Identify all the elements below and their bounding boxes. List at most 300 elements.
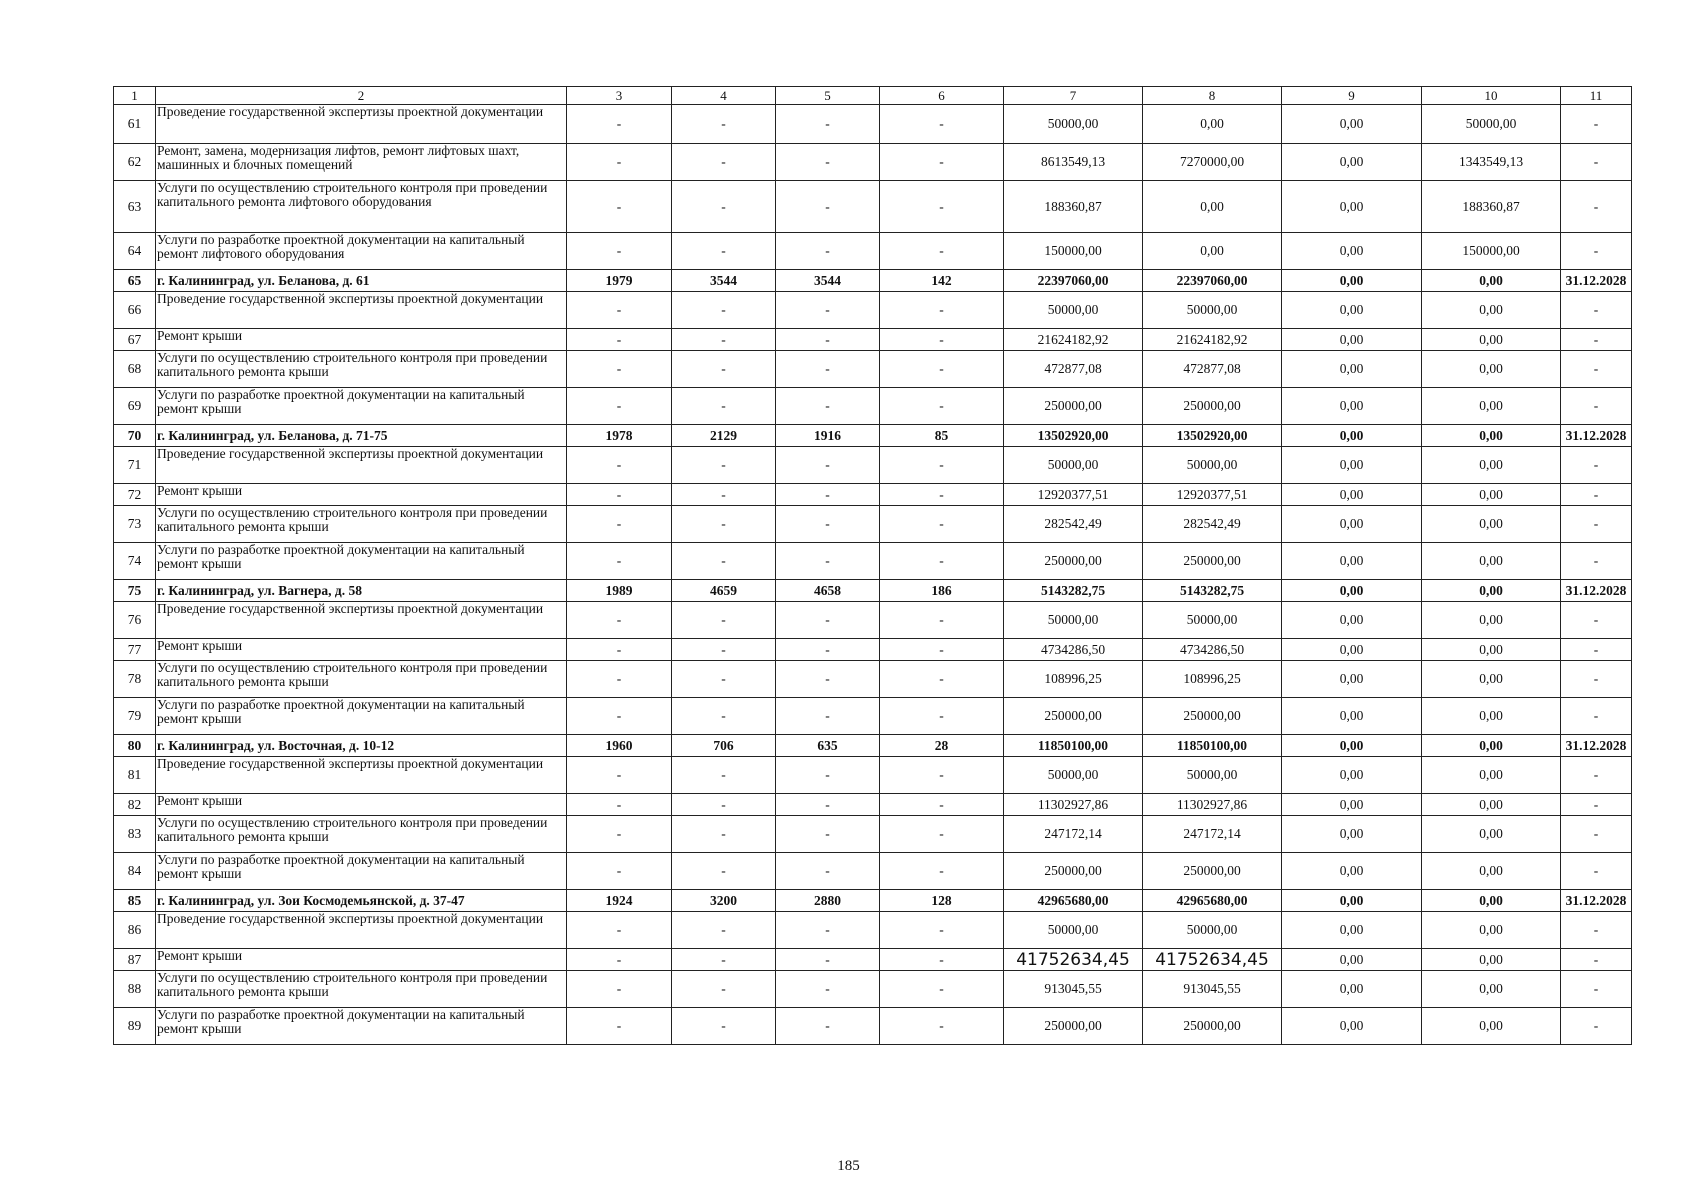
work-name-cell: Услуги по осуществлению строительного контроля при проведении капитального ремонта лифтового оборудования (156, 181, 567, 233)
deadline-cell: - (1561, 543, 1632, 580)
work-name-cell: Ремонт крыши (156, 794, 567, 816)
work-name-cell: Услуги по разработке проектной документации на капитальный ремонт лифтового оборудования (156, 233, 567, 270)
deadline-cell: - (1561, 639, 1632, 661)
value-cell: 12920377,51 (1143, 484, 1282, 506)
value-cell: - (880, 105, 1004, 144)
value-cell: 0,00 (1282, 425, 1422, 447)
value-cell: 0,00 (1422, 735, 1561, 757)
deadline-cell: - (1561, 388, 1632, 425)
deadline-cell: - (1561, 181, 1632, 233)
value-cell: - (880, 816, 1004, 853)
row-number-cell: 87 (114, 949, 156, 971)
row-number-cell: 71 (114, 447, 156, 484)
row-number-cell: 67 (114, 329, 156, 351)
value-cell: - (776, 181, 880, 233)
value-cell: - (567, 912, 672, 949)
value-cell: - (880, 447, 1004, 484)
value-cell: 0,00 (1282, 853, 1422, 890)
value-cell: 250000,00 (1143, 388, 1282, 425)
value-cell: 4658 (776, 580, 880, 602)
value-cell: - (567, 853, 672, 890)
value-cell: 108996,25 (1143, 661, 1282, 698)
value-cell: 0,00 (1282, 794, 1422, 816)
value-cell: - (880, 949, 1004, 971)
value-cell: 50000,00 (1004, 292, 1143, 329)
value-cell: - (567, 757, 672, 794)
value-cell: - (567, 506, 672, 543)
column-number-row (114, 87, 1632, 105)
work-item-row (114, 698, 1632, 735)
value-cell: 282542,49 (1143, 506, 1282, 543)
value-cell: 13502920,00 (1004, 425, 1143, 447)
value-cell: 0,00 (1422, 971, 1561, 1008)
column-number-cell: 7 (1004, 87, 1143, 105)
value-cell: - (567, 388, 672, 425)
column-number-cell: 11 (1561, 87, 1632, 105)
value-cell: 0,00 (1422, 912, 1561, 949)
value-cell: - (672, 447, 776, 484)
value-cell: 150000,00 (1422, 233, 1561, 270)
value-cell: - (567, 661, 672, 698)
value-cell: - (567, 602, 672, 639)
value-cell: - (880, 1008, 1004, 1045)
value-cell: 50000,00 (1004, 105, 1143, 144)
value-cell: 1978 (567, 425, 672, 447)
value-cell: 250000,00 (1143, 1008, 1282, 1045)
row-number-cell: 68 (114, 351, 156, 388)
value-cell: - (880, 388, 1004, 425)
deadline-cell: - (1561, 329, 1632, 351)
value-cell: 250000,00 (1143, 698, 1282, 735)
value-cell: 0,00 (1282, 698, 1422, 735)
value-cell: 0,00 (1422, 270, 1561, 292)
value-cell: - (880, 698, 1004, 735)
deadline-cell: - (1561, 949, 1632, 971)
value-cell: - (880, 757, 1004, 794)
value-cell: 0,00 (1282, 484, 1422, 506)
value-cell: - (880, 181, 1004, 233)
value-cell: - (776, 912, 880, 949)
value-cell: 0,00 (1422, 580, 1561, 602)
value-cell: 188360,87 (1422, 181, 1561, 233)
value-cell: 0,00 (1282, 890, 1422, 912)
value-cell: 250000,00 (1143, 853, 1282, 890)
deadline-cell: 31.12.2028 (1561, 735, 1632, 757)
value-cell: 0,00 (1422, 292, 1561, 329)
value-cell: 3544 (776, 270, 880, 292)
work-item-row (114, 144, 1632, 181)
value-cell: - (567, 816, 672, 853)
value-cell: - (567, 1008, 672, 1045)
value-cell: - (776, 105, 880, 144)
work-item-row (114, 794, 1632, 816)
value-cell: - (880, 484, 1004, 506)
value-cell: 0,00 (1422, 794, 1561, 816)
value-cell: - (672, 292, 776, 329)
value-cell: - (880, 639, 1004, 661)
value-cell: 50000,00 (1004, 447, 1143, 484)
capital-repair-table (113, 86, 1632, 1045)
value-cell: - (880, 506, 1004, 543)
value-cell: - (880, 292, 1004, 329)
row-number-cell: 86 (114, 912, 156, 949)
value-cell: - (672, 602, 776, 639)
work-item-row (114, 971, 1632, 1008)
deadline-cell: - (1561, 661, 1632, 698)
value-cell: 22397060,00 (1004, 270, 1143, 292)
value-cell: - (776, 447, 880, 484)
value-cell: 0,00 (1422, 602, 1561, 639)
work-name-cell: Ремонт крыши (156, 329, 567, 351)
work-name-cell: Ремонт, замена, модернизация лифтов, ремонт лифтовых шахт, машинных и блочных помещений (156, 144, 567, 181)
value-cell: 50000,00 (1004, 602, 1143, 639)
value-cell: - (672, 639, 776, 661)
row-number-cell: 74 (114, 543, 156, 580)
row-number-cell: 63 (114, 181, 156, 233)
value-cell: 11302927,86 (1143, 794, 1282, 816)
value-cell: 108996,25 (1004, 661, 1143, 698)
column-number-cell: 8 (1143, 87, 1282, 105)
value-cell: 1960 (567, 735, 672, 757)
column-number-cell: 10 (1422, 87, 1561, 105)
value-cell: 250000,00 (1004, 853, 1143, 890)
value-cell: 28 (880, 735, 1004, 757)
value-cell: 50000,00 (1143, 912, 1282, 949)
value-cell: 0,00 (1282, 105, 1422, 144)
value-cell: 0,00 (1282, 270, 1422, 292)
value-cell: - (880, 233, 1004, 270)
work-item-row (114, 1008, 1632, 1045)
deadline-cell: - (1561, 698, 1632, 735)
value-cell: 0,00 (1422, 816, 1561, 853)
value-cell: - (672, 949, 776, 971)
row-number-cell: 82 (114, 794, 156, 816)
value-cell: - (672, 1008, 776, 1045)
value-cell: - (776, 698, 880, 735)
work-item-row (114, 329, 1632, 351)
work-item-row (114, 639, 1632, 661)
value-cell: - (776, 757, 880, 794)
work-name-cell: Проведение государственной экспертизы проектной документации (156, 447, 567, 484)
value-cell: 21624182,92 (1004, 329, 1143, 351)
value-cell: - (567, 233, 672, 270)
value-cell: 0,00 (1422, 639, 1561, 661)
value-cell: 0,00 (1282, 580, 1422, 602)
value-cell: 247172,14 (1004, 816, 1143, 853)
value-cell: - (567, 105, 672, 144)
value-cell: 0,00 (1282, 1008, 1422, 1045)
work-name-cell: Ремонт крыши (156, 639, 567, 661)
address-row (114, 270, 1632, 292)
value-cell: 0,00 (1282, 816, 1422, 853)
deadline-cell: 31.12.2028 (1561, 425, 1632, 447)
value-cell: - (567, 351, 672, 388)
work-name-cell: Услуги по разработке проектной документации на капитальный ремонт крыши (156, 388, 567, 425)
value-cell: - (776, 329, 880, 351)
value-cell: - (672, 912, 776, 949)
value-cell: - (567, 971, 672, 1008)
work-item-row (114, 661, 1632, 698)
value-cell: 50000,00 (1143, 757, 1282, 794)
value-cell: 5143282,75 (1004, 580, 1143, 602)
value-cell: - (776, 816, 880, 853)
value-cell: 0,00 (1282, 329, 1422, 351)
row-number-cell: 81 (114, 757, 156, 794)
value-cell: 0,00 (1422, 506, 1561, 543)
value-cell: 85 (880, 425, 1004, 447)
value-cell: 21624182,92 (1143, 329, 1282, 351)
value-cell: 913045,55 (1004, 971, 1143, 1008)
work-name-cell: Услуги по осуществлению строительного контроля при проведении капитального ремонта крыши (156, 351, 567, 388)
value-cell: - (880, 543, 1004, 580)
value-cell: 50000,00 (1422, 105, 1561, 144)
deadline-cell: - (1561, 912, 1632, 949)
value-cell: - (672, 144, 776, 181)
row-number-cell: 83 (114, 816, 156, 853)
address-cell: г. Калининград, ул. Восточная, д. 10-12 (156, 735, 567, 757)
value-cell: - (776, 484, 880, 506)
value-cell: 11850100,00 (1004, 735, 1143, 757)
value-cell: 0,00 (1282, 351, 1422, 388)
deadline-cell: - (1561, 757, 1632, 794)
work-name-cell: Услуги по разработке проектной документации на капитальный ремонт крыши (156, 853, 567, 890)
column-number-cell: 6 (880, 87, 1004, 105)
value-cell: 12920377,51 (1004, 484, 1143, 506)
value-cell: 472877,08 (1004, 351, 1143, 388)
value-cell: 0,00 (1282, 181, 1422, 233)
row-number-cell: 62 (114, 144, 156, 181)
deadline-cell: - (1561, 447, 1632, 484)
value-cell: 0,00 (1143, 105, 1282, 144)
value-cell: 188360,87 (1004, 181, 1143, 233)
address-row (114, 580, 1632, 602)
value-cell: 1916 (776, 425, 880, 447)
value-cell: - (880, 351, 1004, 388)
work-name-cell: Услуги по разработке проектной документации на капитальный ремонт крыши (156, 543, 567, 580)
deadline-cell: - (1561, 853, 1632, 890)
value-cell: - (880, 144, 1004, 181)
value-cell: 50000,00 (1143, 292, 1282, 329)
value-cell: 913045,55 (1143, 971, 1282, 1008)
row-number-cell: 89 (114, 1008, 156, 1045)
work-item-row (114, 912, 1632, 949)
value-cell: 0,00 (1422, 949, 1561, 971)
value-cell: 4734286,50 (1143, 639, 1282, 661)
value-cell: 0,00 (1422, 425, 1561, 447)
value-cell: - (672, 543, 776, 580)
value-cell: 0,00 (1282, 639, 1422, 661)
value-cell: - (776, 388, 880, 425)
work-name-cell: Проведение государственной экспертизы проектной документации (156, 912, 567, 949)
value-cell: - (567, 698, 672, 735)
value-cell: 3544 (672, 270, 776, 292)
value-cell: 250000,00 (1004, 543, 1143, 580)
value-cell: 0,00 (1282, 233, 1422, 270)
value-cell: - (672, 853, 776, 890)
value-cell: 41752634,45 (1004, 949, 1143, 971)
value-cell: - (567, 144, 672, 181)
deadline-cell: - (1561, 1008, 1632, 1045)
value-cell: - (567, 794, 672, 816)
row-number-cell: 70 (114, 425, 156, 447)
value-cell: 0,00 (1282, 949, 1422, 971)
value-cell: 0,00 (1422, 543, 1561, 580)
deadline-cell: - (1561, 602, 1632, 639)
value-cell: 0,00 (1422, 757, 1561, 794)
value-cell: 0,00 (1422, 388, 1561, 425)
value-cell: - (567, 447, 672, 484)
deadline-cell: - (1561, 351, 1632, 388)
value-cell: 0,00 (1282, 144, 1422, 181)
deadline-cell: - (1561, 484, 1632, 506)
value-cell: 250000,00 (1004, 1008, 1143, 1045)
deadline-cell: - (1561, 144, 1632, 181)
work-item-row (114, 447, 1632, 484)
value-cell: - (880, 912, 1004, 949)
work-item-row (114, 853, 1632, 890)
value-cell: 142 (880, 270, 1004, 292)
value-cell: 5143282,75 (1143, 580, 1282, 602)
value-cell: 1979 (567, 270, 672, 292)
value-cell: 3200 (672, 890, 776, 912)
work-name-cell: Ремонт крыши (156, 949, 567, 971)
deadline-cell: - (1561, 816, 1632, 853)
value-cell: - (880, 602, 1004, 639)
value-cell: - (776, 506, 880, 543)
deadline-cell: 31.12.2028 (1561, 580, 1632, 602)
deadline-cell: - (1561, 292, 1632, 329)
work-item-row (114, 949, 1632, 971)
row-number-cell: 77 (114, 639, 156, 661)
value-cell: - (672, 506, 776, 543)
value-cell: - (880, 661, 1004, 698)
value-cell: 7270000,00 (1143, 144, 1282, 181)
value-cell: 0,00 (1282, 661, 1422, 698)
page-number: 185 (837, 1158, 860, 1174)
value-cell: 706 (672, 735, 776, 757)
work-name-cell: Проведение государственной экспертизы проектной документации (156, 602, 567, 639)
address-cell: г. Калининград, ул. Вагнера, д. 58 (156, 580, 567, 602)
value-cell: 0,00 (1282, 735, 1422, 757)
row-number-cell: 79 (114, 698, 156, 735)
value-cell: 50000,00 (1143, 447, 1282, 484)
value-cell: - (672, 329, 776, 351)
work-item-row (114, 484, 1632, 506)
value-cell: - (567, 329, 672, 351)
column-number-cell: 2 (156, 87, 567, 105)
address-cell: г. Калининград, ул. Беланова, д. 71-75 (156, 425, 567, 447)
work-item-row (114, 292, 1632, 329)
value-cell: 42965680,00 (1004, 890, 1143, 912)
value-cell: 8613549,13 (1004, 144, 1143, 181)
work-item-row (114, 816, 1632, 853)
column-number-cell: 4 (672, 87, 776, 105)
value-cell: - (776, 351, 880, 388)
work-name-cell: Проведение государственной экспертизы проектной документации (156, 757, 567, 794)
deadline-cell: 31.12.2028 (1561, 890, 1632, 912)
value-cell: - (567, 484, 672, 506)
value-cell: 11302927,86 (1004, 794, 1143, 816)
value-cell: 0,00 (1282, 602, 1422, 639)
value-cell: - (776, 794, 880, 816)
deadline-cell: - (1561, 105, 1632, 144)
value-cell: 1989 (567, 580, 672, 602)
row-number-cell: 66 (114, 292, 156, 329)
value-cell: 0,00 (1422, 447, 1561, 484)
value-cell: - (672, 698, 776, 735)
value-cell: 22397060,00 (1143, 270, 1282, 292)
value-cell: - (672, 757, 776, 794)
row-number-cell: 73 (114, 506, 156, 543)
value-cell: 13502920,00 (1143, 425, 1282, 447)
value-cell: 0,00 (1282, 912, 1422, 949)
value-cell: 250000,00 (1143, 543, 1282, 580)
deadline-cell: - (1561, 794, 1632, 816)
value-cell: 1343549,13 (1422, 144, 1561, 181)
value-cell: 4659 (672, 580, 776, 602)
value-cell: 11850100,00 (1143, 735, 1282, 757)
value-cell: - (776, 233, 880, 270)
value-cell: 50000,00 (1004, 757, 1143, 794)
row-number-cell: 80 (114, 735, 156, 757)
value-cell: 150000,00 (1004, 233, 1143, 270)
value-cell: 4734286,50 (1004, 639, 1143, 661)
value-cell: 2880 (776, 890, 880, 912)
address-row (114, 890, 1632, 912)
work-item-row (114, 543, 1632, 580)
value-cell: - (672, 971, 776, 1008)
work-item-row (114, 602, 1632, 639)
value-cell: 635 (776, 735, 880, 757)
value-cell: 0,00 (1282, 388, 1422, 425)
work-name-cell: Услуги по осуществлению строительного контроля при проведении капитального ремонта крыши (156, 971, 567, 1008)
column-number-cell: 5 (776, 87, 880, 105)
value-cell: - (776, 1008, 880, 1045)
work-item-row (114, 351, 1632, 388)
value-cell: 0,00 (1422, 661, 1561, 698)
value-cell: - (672, 105, 776, 144)
deadline-cell: - (1561, 506, 1632, 543)
work-name-cell: Проведение государственной экспертизы проектной документации (156, 105, 567, 144)
value-cell: - (776, 661, 880, 698)
value-cell: 0,00 (1282, 971, 1422, 1008)
value-cell: - (672, 388, 776, 425)
value-cell: - (672, 181, 776, 233)
address-cell: г. Калининград, ул. Беланова, д. 61 (156, 270, 567, 292)
value-cell: - (567, 639, 672, 661)
value-cell: 250000,00 (1004, 388, 1143, 425)
value-cell: - (880, 853, 1004, 890)
deadline-cell: - (1561, 233, 1632, 270)
work-item-row (114, 388, 1632, 425)
value-cell: - (567, 292, 672, 329)
value-cell: - (672, 351, 776, 388)
value-cell: 0,00 (1422, 853, 1561, 890)
value-cell: 186 (880, 580, 1004, 602)
value-cell: - (672, 661, 776, 698)
value-cell: 0,00 (1422, 329, 1561, 351)
work-name-cell: Проведение государственной экспертизы проектной документации (156, 292, 567, 329)
work-name-cell: Услуги по разработке проектной документации на капитальный ремонт крыши (156, 1008, 567, 1045)
value-cell: 0,00 (1422, 484, 1561, 506)
address-row (114, 735, 1632, 757)
value-cell: 0,00 (1282, 757, 1422, 794)
value-cell: - (880, 794, 1004, 816)
work-name-cell: Услуги по осуществлению строительного контроля при проведении капитального ремонта крыши (156, 816, 567, 853)
row-number-cell: 88 (114, 971, 156, 1008)
value-cell: - (567, 181, 672, 233)
value-cell: 2129 (672, 425, 776, 447)
